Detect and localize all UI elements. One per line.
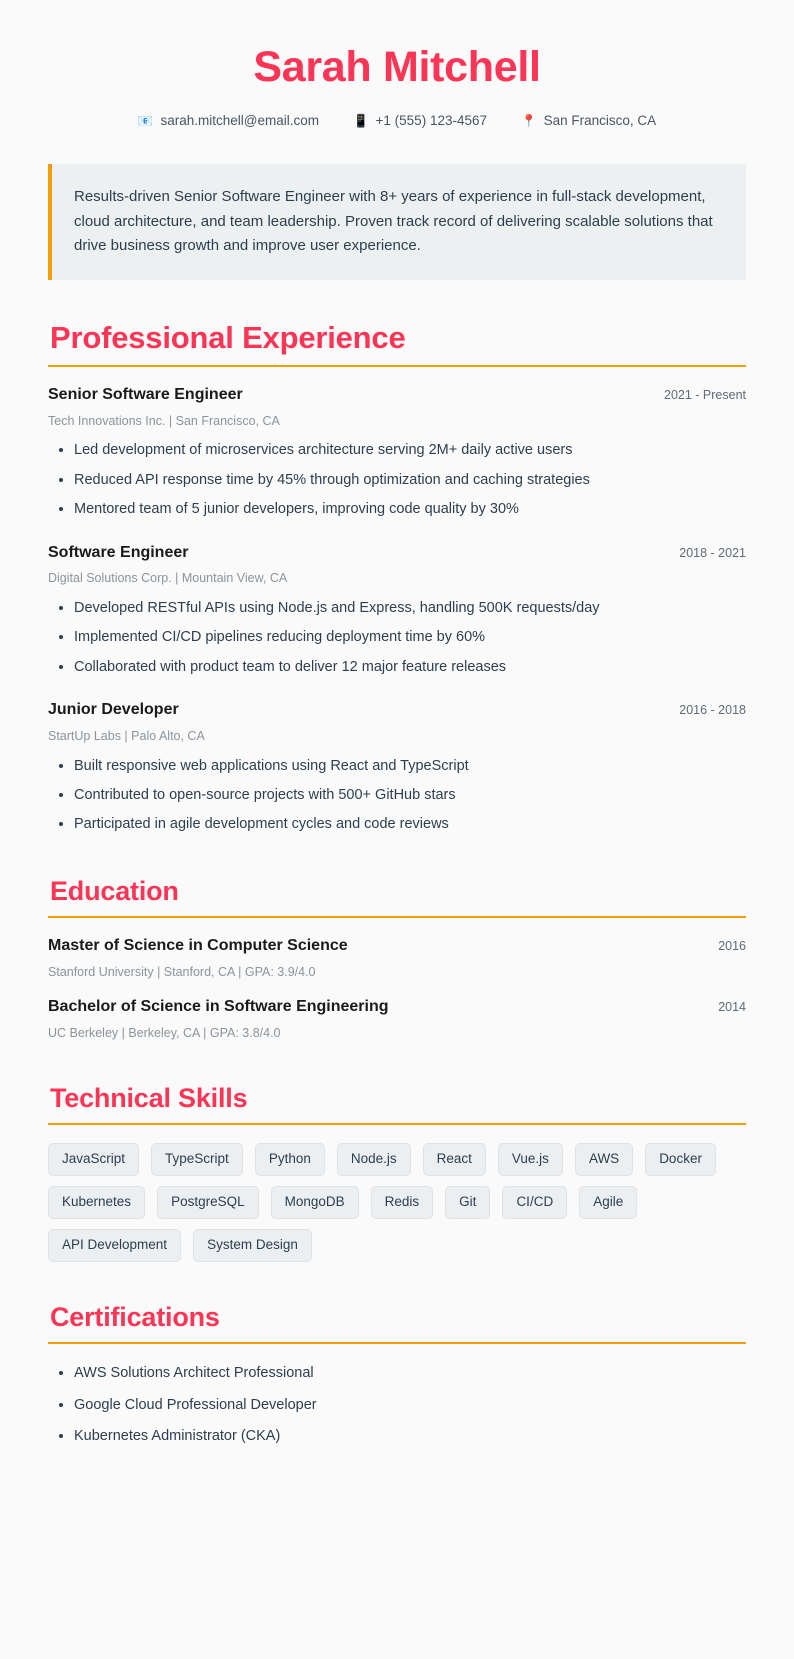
job-bullet-list xyxy=(48,597,746,678)
entry-header xyxy=(48,936,746,957)
certification-item: • AWS Solutions Architect Professional xyxy=(74,1362,746,1384)
section-title-skills: Technical Skills xyxy=(50,1082,248,1113)
skill-tag[interactable]: CI/CD xyxy=(502,1186,567,1219)
job-date-range: 2016 - 2018 xyxy=(679,703,746,718)
job-bullet: • Built responsive web applications using React and TypeScript xyxy=(74,755,746,777)
resume-header xyxy=(48,0,746,128)
degree-title: Bachelor of Science in Software Engineering xyxy=(48,998,389,1016)
experience-entries xyxy=(48,385,746,836)
job-date-range: 2021 - Present xyxy=(664,387,746,402)
skill-tag[interactable]: TypeScript xyxy=(151,1143,243,1176)
section-title-certifications: Certifications xyxy=(50,1302,220,1333)
skill-tag[interactable]: Node.js xyxy=(337,1143,411,1176)
section-title-education: Education xyxy=(50,875,179,906)
contact-item[interactable] xyxy=(138,113,319,128)
page-footer-space xyxy=(48,1448,746,1538)
education-entry xyxy=(48,997,746,1042)
contact-item[interactable] xyxy=(521,113,656,128)
school-location-gpa: Stanford University | Stanford, CA | GPA: 3.9/4.0 xyxy=(48,964,316,979)
certification-item: • Kubernetes Administrator (CKA) xyxy=(74,1425,746,1447)
section-title-experience: Professional Experience xyxy=(50,320,406,356)
company-location: Tech Innovations Inc. | San Francisco, CA xyxy=(48,413,280,428)
section-skills xyxy=(48,1083,746,1263)
graduation-year: 2016 xyxy=(718,938,746,953)
job-bullet: • Participated in agile development cycles and code reviews xyxy=(74,813,746,835)
email-icon: 📧 xyxy=(137,113,154,128)
skill-tag[interactable]: Python xyxy=(255,1143,325,1176)
skill-tag[interactable]: AWS xyxy=(575,1143,633,1176)
certification-item: • Google Cloud Professional Developer xyxy=(74,1394,746,1416)
job-bullet: • Contributed to open-source projects with 500+ GitHub stars xyxy=(74,784,746,806)
skill-tag[interactable]: MongoDB xyxy=(271,1186,359,1219)
professional-summary xyxy=(48,164,746,280)
entry-header xyxy=(48,997,746,1018)
location-pin-icon: 📍 xyxy=(521,113,537,128)
education-entry xyxy=(48,936,746,981)
section-divider xyxy=(48,916,746,918)
contact-value: +1 (555) 123-4567 xyxy=(375,113,487,129)
job-bullet: • Led development of microservices architecture serving 2M+ daily active users xyxy=(74,439,746,461)
job-bullet: • Developed RESTful APIs using Node.js and Express, handling 500K requests/day xyxy=(74,597,746,619)
skill-tag-list xyxy=(48,1143,746,1263)
skill-tag[interactable]: JavaScript xyxy=(48,1143,139,1176)
section-divider xyxy=(48,365,746,367)
graduation-year: 2014 xyxy=(718,1000,746,1015)
contact-row xyxy=(48,113,746,128)
skill-tag[interactable]: Agile xyxy=(579,1186,637,1219)
education-entries xyxy=(48,936,746,1043)
skill-tag[interactable]: System Design xyxy=(193,1229,312,1262)
skill-tag[interactable]: PostgreSQL xyxy=(157,1186,259,1219)
job-bullet: • Implemented CI/CD pipelines reducing deployment time by 60% xyxy=(74,626,746,648)
company-location: Digital Solutions Corp. | Mountain View, CA xyxy=(48,571,288,586)
contact-item[interactable] xyxy=(353,113,487,128)
skill-tag[interactable]: React xyxy=(423,1143,486,1176)
job-date-range: 2018 - 2021 xyxy=(679,545,746,560)
entry-header xyxy=(48,385,746,406)
job-title: Software Engineer xyxy=(48,543,189,561)
job-title: Senior Software Engineer xyxy=(48,385,243,403)
experience-entry xyxy=(48,700,746,836)
section-divider xyxy=(48,1123,746,1125)
section-education xyxy=(48,876,746,1043)
candidate-name: Sarah Mitchell xyxy=(253,43,541,91)
phone-icon: 📱 xyxy=(352,113,369,128)
experience-entry xyxy=(48,385,746,521)
degree-title: Master of Science in Computer Science xyxy=(48,936,348,954)
certification-list xyxy=(48,1362,746,1447)
job-bullet-list xyxy=(48,755,746,836)
job-bullet: • Reduced API response time by 45% through optimization and caching strategies xyxy=(74,469,746,491)
job-bullet-list xyxy=(48,439,746,520)
skill-tag[interactable]: Redis xyxy=(371,1186,434,1219)
school-location-gpa: UC Berkeley | Berkeley, CA | GPA: 3.8/4.0 xyxy=(48,1026,281,1041)
section-divider xyxy=(48,1342,746,1344)
skill-tag[interactable]: Kubernetes xyxy=(48,1186,145,1219)
skill-tag[interactable]: Vue.js xyxy=(498,1143,563,1176)
job-bullet: • Mentored team of 5 junior developers, improving code quality by 30% xyxy=(74,498,746,520)
skill-tag[interactable]: Docker xyxy=(645,1143,716,1176)
skill-tag[interactable]: Git xyxy=(445,1186,490,1219)
job-title: Junior Developer xyxy=(48,701,179,719)
job-bullet: • Collaborated with product team to deliver 12 major feature releases xyxy=(74,656,746,678)
company-location: StartUp Labs | Palo Alto, CA xyxy=(48,729,205,744)
section-experience xyxy=(48,320,746,836)
contact-value: San Francisco, CA xyxy=(543,113,657,129)
contact-value: sarah.mitchell@email.com xyxy=(160,113,319,129)
entry-header xyxy=(48,700,746,721)
skill-tag[interactable]: API Development xyxy=(48,1229,181,1262)
entry-header xyxy=(48,543,746,564)
experience-entry xyxy=(48,543,746,679)
summary-text: Results-driven Senior Software Engineer with 8+ years of experience in full-stack development, cloud architecture, and team leadership. Proven track record of delivering scalable solutions that drive business growth and improve user experience. xyxy=(74,188,713,254)
section-certifications xyxy=(48,1302,746,1447)
